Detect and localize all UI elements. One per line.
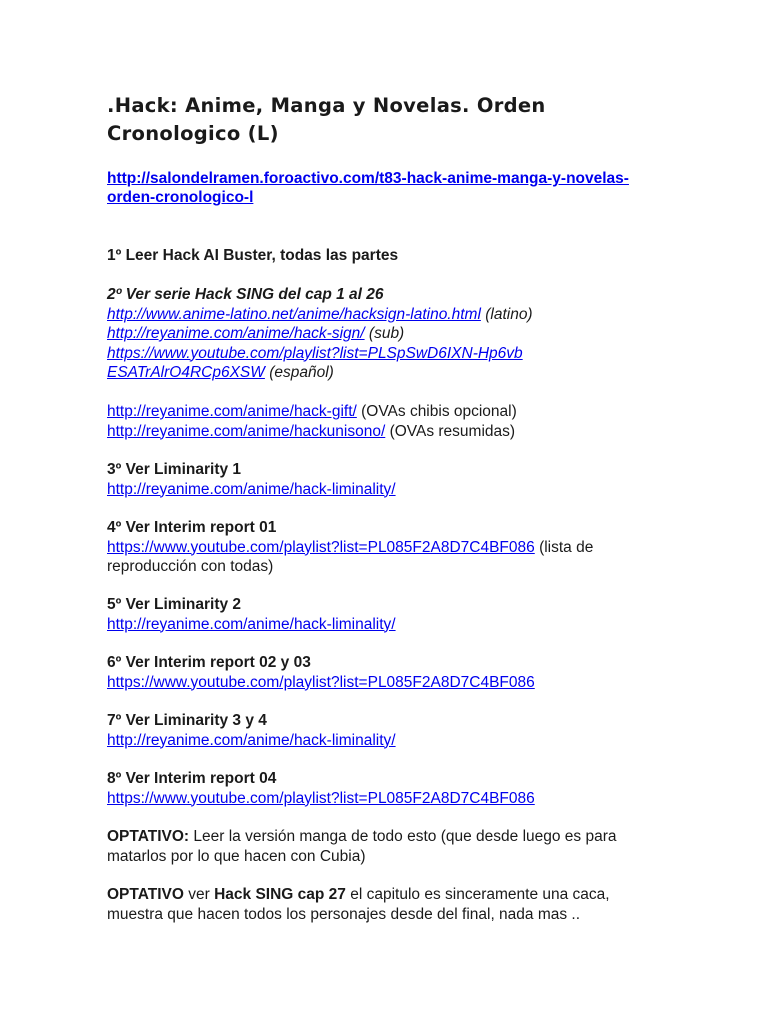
espanol-note: (español) bbox=[269, 364, 334, 381]
liminality-link-1[interactable]: http://reyanime.com/anime/hack-liminality/ bbox=[107, 480, 396, 498]
step-6-heading: 6º Ver Interim report 02 y 03 bbox=[107, 654, 311, 671]
step-8-heading: 8º Ver Interim report 04 bbox=[107, 770, 277, 787]
source-link[interactable]: http://salondelramen.foroactivo.com/t83-hack-anime-manga-y-novelas-orden-cronologico-l bbox=[107, 170, 629, 206]
step-5-heading: 5º Ver Liminarity 2 bbox=[107, 596, 242, 613]
step-5 bbox=[107, 595, 647, 634]
step-1: 1º Leer Hack AI Buster, todas las partes bbox=[107, 247, 399, 264]
step-3 bbox=[107, 460, 647, 499]
step-2-heading: 2º Ver serie Hack SING del cap 1 al 26 bbox=[107, 286, 384, 303]
step-6 bbox=[107, 653, 647, 692]
step-8 bbox=[107, 769, 647, 808]
liminality-link-2[interactable]: http://reyanime.com/anime/hack-liminality/ bbox=[107, 615, 396, 633]
latino-note: (latino) bbox=[485, 305, 533, 323]
step-7-heading: 7º Ver Liminarity 3 y 4 bbox=[107, 712, 267, 729]
unisono-note: (OVAs resumidas) bbox=[389, 422, 516, 440]
interim-playlist-link-3[interactable]: https://www.youtube.com/playlist?list=PL085F2A8D7C4BF086 bbox=[107, 789, 535, 807]
step-4 bbox=[107, 518, 647, 577]
step-3-heading: 3º Ver Liminarity 1 bbox=[107, 461, 242, 478]
optional-cap27 bbox=[107, 885, 647, 924]
anime-latino-link[interactable]: http://www.anime-latino.net/anime/hacksign-latino.html bbox=[107, 305, 481, 323]
optional-text-before: ver bbox=[188, 886, 210, 903]
optional-manga bbox=[107, 827, 647, 866]
interim-playlist-link-1[interactable]: https://www.youtube.com/playlist?list=PL085F2A8D7C4BF086 bbox=[107, 538, 535, 556]
step-4-heading: 4º Ver Interim report 01 bbox=[107, 519, 277, 536]
hackunisono-link[interactable]: http://reyanime.com/anime/hackunisono/ bbox=[107, 422, 386, 440]
optional-text-1: Leer la versión manga de todo esto (que desde luego es para matarlos por lo que hacen con Cubia) bbox=[107, 828, 617, 865]
playlist-note: (lista de reproducción con todas) bbox=[107, 538, 594, 575]
optional-highlight: Hack SING cap 27 bbox=[214, 886, 346, 903]
optional-text-after: el capitulo es sinceramente una caca, muestra que hacen todos los personajes desde del final, nada mas .. bbox=[107, 886, 610, 923]
gift-note: (OVAs chibis opcional) bbox=[361, 403, 517, 420]
page-title: .Hack: Anime, Manga y Novelas. Orden Cronologico (L) bbox=[107, 94, 546, 145]
youtube-sign-playlist-link[interactable]: https://www.youtube.com/playlist?list=PLSpSwD6IXN-Hp6vbESATrAlrO4RCp6XSW bbox=[107, 344, 523, 381]
liminality-link-3[interactable]: http://reyanime.com/anime/hack-liminality/ bbox=[107, 731, 396, 749]
extras-block bbox=[107, 402, 647, 441]
step-7 bbox=[107, 711, 647, 750]
optional-label-1: OPTATIVO: bbox=[107, 828, 190, 845]
interim-playlist-link-2[interactable]: https://www.youtube.com/playlist?list=PL085F2A8D7C4BF086 bbox=[107, 673, 535, 691]
hack-gift-link[interactable]: http://reyanime.com/anime/hack-gift/ bbox=[107, 403, 357, 420]
reyanime-sign-link[interactable]: http://reyanime.com/anime/hack-sign/ bbox=[107, 325, 365, 342]
step-2 bbox=[107, 285, 647, 383]
optional-label-2: OPTATIVO bbox=[107, 886, 184, 903]
sub-note: (sub) bbox=[368, 325, 405, 342]
